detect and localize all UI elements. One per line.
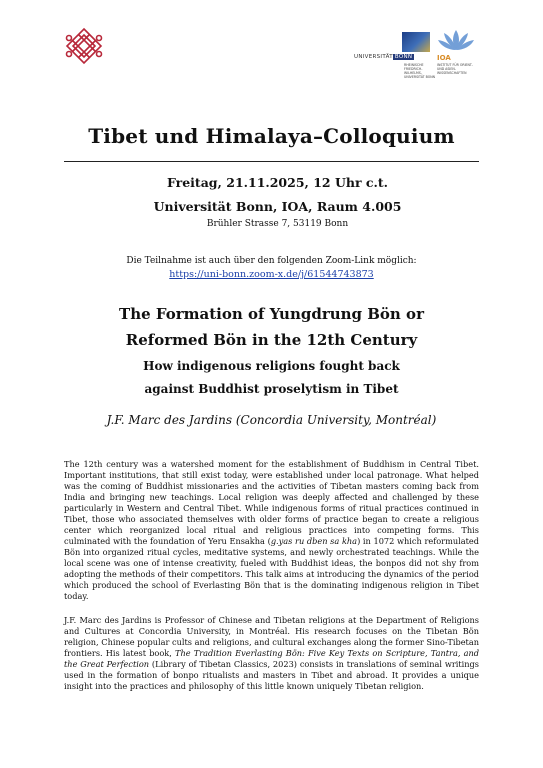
zoom-link[interactable]: https://uni-bonn.zoom-x.de/j/61544743873 — [169, 269, 374, 280]
page-title: Tibet und Himalaya–Colloquium — [88, 124, 455, 148]
event-venue: Universität Bonn, IOA, Raum 4.005 — [153, 199, 402, 214]
event-date: Freitag, 21.11.2025, 12 Uhr c.t. — [166, 175, 388, 190]
talk-title-line1: The Formation of Yungdrung Bön or — [119, 305, 424, 323]
university-subtitle: RHEINISCHE FRIEDRICH-WILHELMS-UNIVERSITÄT BONN — [404, 63, 436, 79]
zoom-note: Die Teilnahme ist auch über den folgenden Zoom-Link möglich: — [126, 256, 417, 266]
university-wordmark: UNIVERSITÄT BONN — [354, 54, 413, 60]
endless-knot-logo — [64, 26, 104, 66]
ioa-logo — [434, 28, 484, 76]
title-divider — [64, 161, 479, 162]
talk-subtitle-line2: against Buddhist proselytism in Tibet — [144, 382, 399, 396]
event-address: Brühler Strasse 7, 53119 Bonn — [206, 219, 349, 229]
talk-subtitle-line1: How indigenous religions fought back — [143, 359, 400, 373]
ioa-subtitle: INSTITUT FÜR ORIENT- UND ASIEN-WISSENSCHAFTEN — [437, 63, 473, 75]
ioa-abbreviation: IOA — [437, 54, 451, 62]
university-bonn-logo — [354, 32, 436, 79]
speaker: J.F. Marc des Jardins (Concordia University, Montréal) — [106, 413, 437, 427]
university-logo-mark — [402, 32, 430, 52]
abstract-paragraph: The 12th century was a watershed moment for the establishment of Buddhism in Central Tibet. Important institutions, that still exist today, were established under local patronage. What helped was the coming of Buddhist missionaries and the activities of Tibetan masters coming back from India and bringing new teachings. Local religion was deeply affected and challenged by these particularly in Western and Central Tibet. While indigenous forms of ritual practices continued in Tibet, those who associated themselves with older forms of practice began to create a religious center which reorganized local ritual and religious practices into competing forms. This culminated with the foundation of Yeru Ensakha (g.yas ru dben sa kha) in 1072 which reformulated Bön into organized ritual cycles, meditative systems, and newly orchestrated teachings. While the local scene was one of intense creativity, fueled with Buddhist ideas, the bonpos did not shy from adopting the methods of their competitors. This talk aims at introducing the dynamics of the period which produced the school of Everlasting Bön that is the dominating indigenous religion in Tibet today. — [64, 459, 479, 601]
lotus-icon — [436, 28, 476, 54]
talk-title-line2: Reformed Bön in the 12th Century — [125, 331, 418, 349]
bio-paragraph: J.F. Marc des Jardins is Professor of Chinese and Tibetan religions at the Department of Religions and Cultures at Concordia University, in Montréal. His research focuses on the Tibetan Bön religion, Chinese popular cults and religions, and cultural exchanges along the former Sino-Tibetan frontiers. His latest book, The Tradition Everlasting Bön: Five Key Texts on Scripture, Tantra, and the Great Perfection (Library of Tibetan Classics, 2023) consists in translations of seminal writings used in the formation of bonpo ritualists and masters in Tibet and abroad. It provides a unique insight into the practices and philosophy of this little known uniquely Tibetan religion. — [64, 615, 480, 691]
